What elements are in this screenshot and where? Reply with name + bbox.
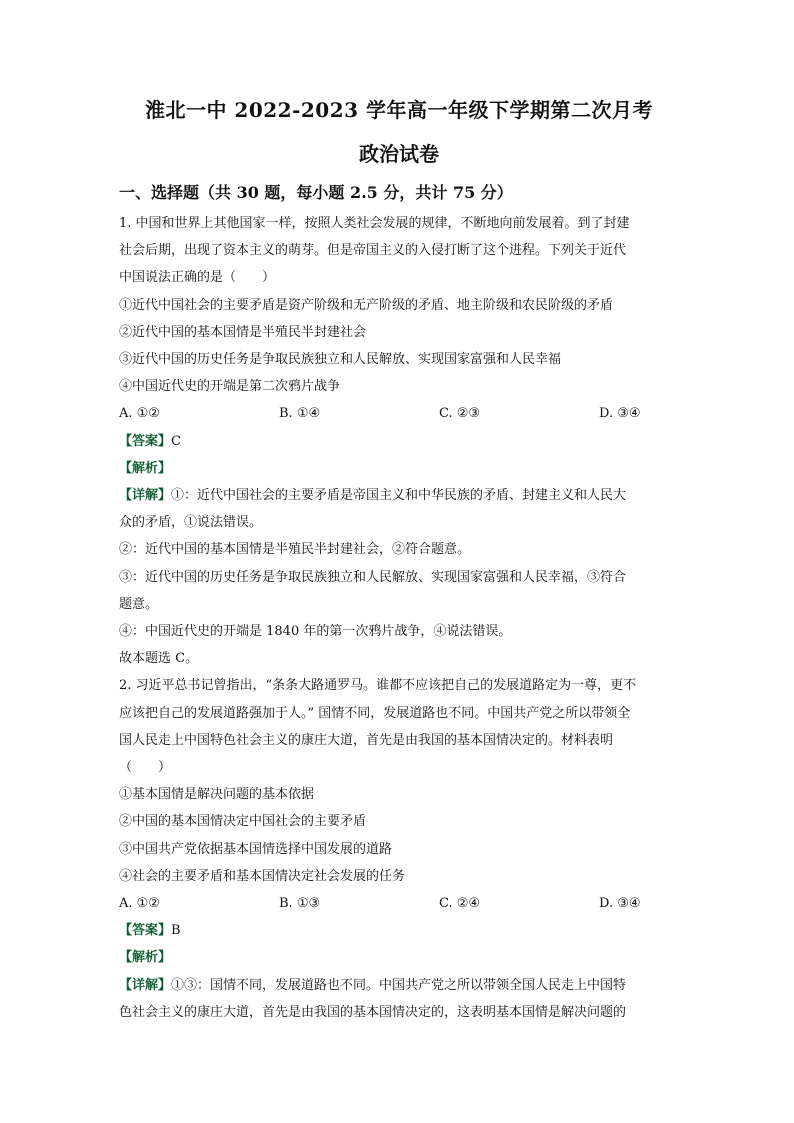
analysis-line: [119, 455, 679, 482]
question-stem-line: 中国说法正确的是（ ）: [119, 270, 276, 286]
answer-value: B: [171, 923, 181, 939]
option-b: B. ①④: [279, 406, 321, 422]
answer-line: [119, 917, 679, 944]
detail-text: ①：近代中国社会的主要矛盾是帝国主义和中华民族的矛盾、封建主义和人民大: [171, 488, 627, 504]
option-c: C. ②③: [439, 406, 481, 422]
statement-item: ①基本国情是解决问题的基本依据: [119, 787, 315, 803]
section-heading: 一、选择题（共 30 题，每小题 2.5 分，共计 75 分）: [119, 183, 513, 202]
detail-label: 【详解】: [119, 977, 172, 993]
exam-title: 淮北一中 2022-2023 学年高一年级下学期第二次月考: [144, 98, 654, 122]
analysis-line: [119, 944, 679, 971]
detail-text: ①③：国情不同，发展道路也不同。中国共产党之所以带领全国人民走上中国特: [171, 977, 627, 993]
detail-line: [119, 482, 679, 509]
option-c: C. ②④: [439, 896, 481, 912]
answer-label: 【答案】: [119, 923, 172, 939]
option-b: B. ①③: [279, 896, 321, 912]
detail-line: 色社会主义的康庄大道，首先是由我国的基本国情决定的，这表明基本国情是解决问题的: [119, 1004, 627, 1020]
answer-line: [119, 428, 679, 455]
statement-item: ③近代中国的历史任务是争取民族独立和人民解放、实现国家富强和人民幸福: [119, 352, 562, 368]
exam-page: [119, 96, 679, 1026]
detail-line: 题意。: [119, 596, 159, 612]
question-2: [119, 672, 679, 1026]
question-stem-line: 社会后期，出现了资本主义的萌芽。但是帝国主义的入侵打断了这个进程。下列关于近代: [119, 243, 627, 259]
question-1: [119, 210, 679, 672]
question-stem-line: 1. 中国和世界上其他国家一样，按照人类社会发展的规律，不断地向前发展着。到了封建: [119, 216, 630, 231]
question-stem-line: 2. 习近平总书记曾指出，“条条大路通罗马。谁都不应该把自己的发展道路定为一尊，更不: [119, 678, 637, 694]
detail-label: 【详解】: [119, 488, 172, 504]
conclusion-line: 故本题选 C。: [119, 651, 199, 667]
option-a: A. ①②: [119, 406, 160, 422]
option-a: A. ①②: [119, 896, 160, 912]
detail-line: 众的矛盾，①说法错误。: [119, 515, 263, 531]
question-stem-line: （ ）: [119, 760, 172, 776]
option-d: D. ③④: [599, 896, 641, 912]
statement-item: ④中国近代史的开端是第二次鸦片战争: [119, 379, 341, 395]
detail-line: ④：中国近代史的开端是 1840 年的第一次鸦片战争，④说法错误。: [119, 624, 512, 640]
statement-item: ②近代中国的基本国情是半殖民半封建社会: [119, 324, 367, 340]
answer-value: C: [171, 433, 181, 449]
statement-item: ④社会的主要矛盾和基本国情决定社会发展的任务: [119, 868, 406, 884]
statement-item: ②中国的基本国情决定中国社会的主要矛盾: [119, 814, 367, 830]
detail-line: [119, 972, 679, 999]
question-stem-line: 应该把自己的发展道路强加于人。” 国情不同，发展道路也不同。中国共产党之所以带领全: [119, 705, 631, 721]
answer-options: [119, 400, 679, 427]
answer-label: 【答案】: [119, 433, 172, 449]
detail-line: ②：近代中国的基本国情是半殖民半封建社会，②符合题意。: [119, 542, 471, 558]
analysis-label: 【解析】: [119, 950, 172, 966]
question-stem-line: 国人民走上中国特色社会主义的康庄大道，首先是由我国的基本国情决定的。材料表明: [119, 732, 614, 748]
exam-subtitle: 政治试卷: [359, 142, 439, 166]
option-d: D. ③④: [599, 406, 641, 422]
detail-line: ③：近代中国的历史任务是争取民族独立和人民解放、实现国家富强和人民幸福，③符合: [119, 569, 627, 585]
analysis-label: 【解析】: [119, 460, 172, 476]
statement-item: ③中国共产党依据基本国情选择中国发展的道路: [119, 841, 393, 857]
statement-item: ①近代中国社会的主要矛盾是资产阶级和无产阶级的矛盾、地主阶级和农民阶级的矛盾: [119, 297, 614, 313]
answer-options: [119, 890, 679, 917]
